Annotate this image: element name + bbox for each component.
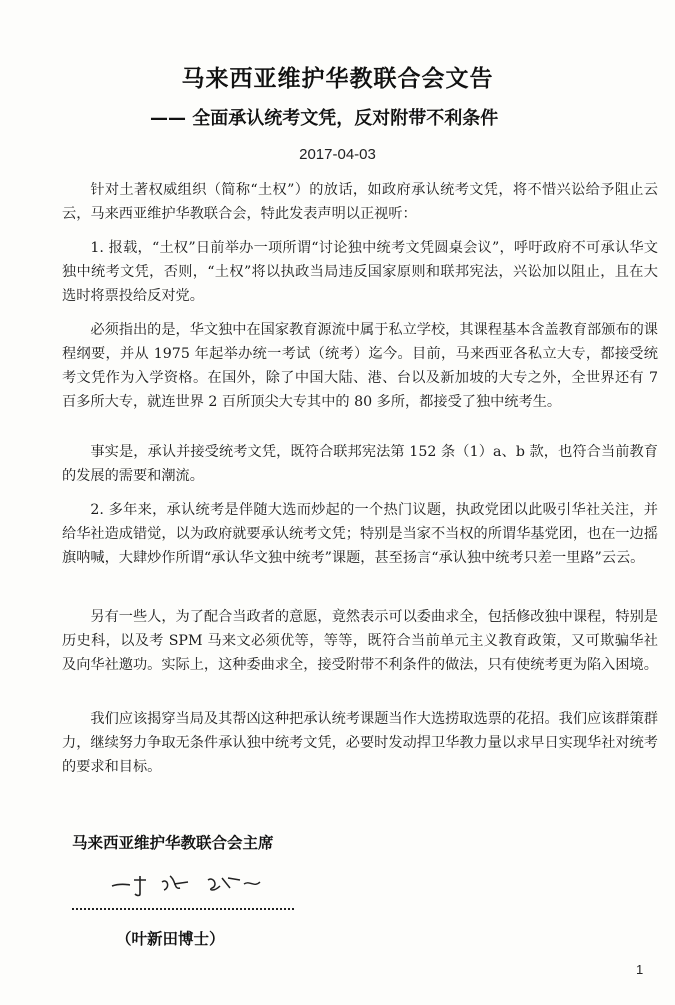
paragraph-4: 2. 多年来，承认统考是伴随大选而炒起的一个热门议题，执政党团以此吸引华社关注，并给华社造成错觉，以为政府就要承认统考文凭；特别是当家不当权的所谓华基党团，也在一边摇旗呐喊，大肆炒作所谓“承认华文独中统考”课题，甚至扬言“承认独中统考只差一里路”云云。 — [62, 502, 658, 566]
paragraph-1: 1. 报载，“土权”日前举办一项所谓“讨论独中统考文凭圆桌会议”，呼吁政府不可承认华文独中统考文凭，否则，“土权”将以执政当局违反国家原则和联邦宪法，兴讼加以阻止，且在大选时将票投给反对党。 — [62, 240, 658, 304]
paragraph-3: 事实是，承认并接受统考文凭，既符合联邦宪法第 152 条（1）a、b 款，也符合当前教育的发展的需要和潮流。 — [62, 444, 658, 484]
signature-line — [72, 900, 294, 910]
document-subtitle: —— 全面承认统考文凭，反对附带不利条件 — [150, 108, 499, 129]
paragraph-intro: 针对土著权威组织（简称“土权”）的放话，如政府承认统考文凭，将不惜兴讼给予阻止云云，马来西亚维护华教联合会，特此发表声明以正视听： — [62, 182, 658, 222]
paragraph-6: 我们应该揭穿当局及其帮凶这种把承认统考课题当作大选捞取选票的花招。我们应该群策群力，继续努力争取无条件承认独中统考文凭，必要时发动捍卫华教力量以求早日实现华社对统考的要求和目标。 — [62, 711, 658, 775]
document-title: 马来西亚维护华教联合会文告 — [181, 66, 494, 92]
paragraph-5: 另有一些人，为了配合当政者的意愿，竟然表示可以委曲求全，包括修改独中课程，特别是历史科，以及考 SPM 马来文必须优等，等等，既符合当前单元主义教育政策，又可欺骗华社及向华社邀功。实际上，这种委曲求全，接受附带不利条件的做法，只有使统考更为陷入困境。 — [62, 609, 658, 673]
signature-name: （叶新田博士） — [116, 930, 225, 948]
page-number: 1 — [636, 962, 644, 977]
document-date: 2017-04-03 — [299, 146, 376, 163]
handwritten-signature — [104, 866, 274, 900]
paragraph-2: 必须指出的是，华文独中在国家教育源流中属于私立学校，其课程基本含盖教育部颁布的课程纲要，并从 1975 年起举办统一考试（统考）迄今。目前，马来西亚各私立大专，都接受统考文凭作为入学资格。在国外，除了中国大陆、港、台以及新加坡的大专之外，全世界还有 7 百多所大专，就连世界 2 百所顶尖大专其中的 80 多所，都接受了独中统考生。 — [62, 322, 658, 410]
signature-title: 马来西亚维护华教联合会主席 — [72, 834, 274, 852]
